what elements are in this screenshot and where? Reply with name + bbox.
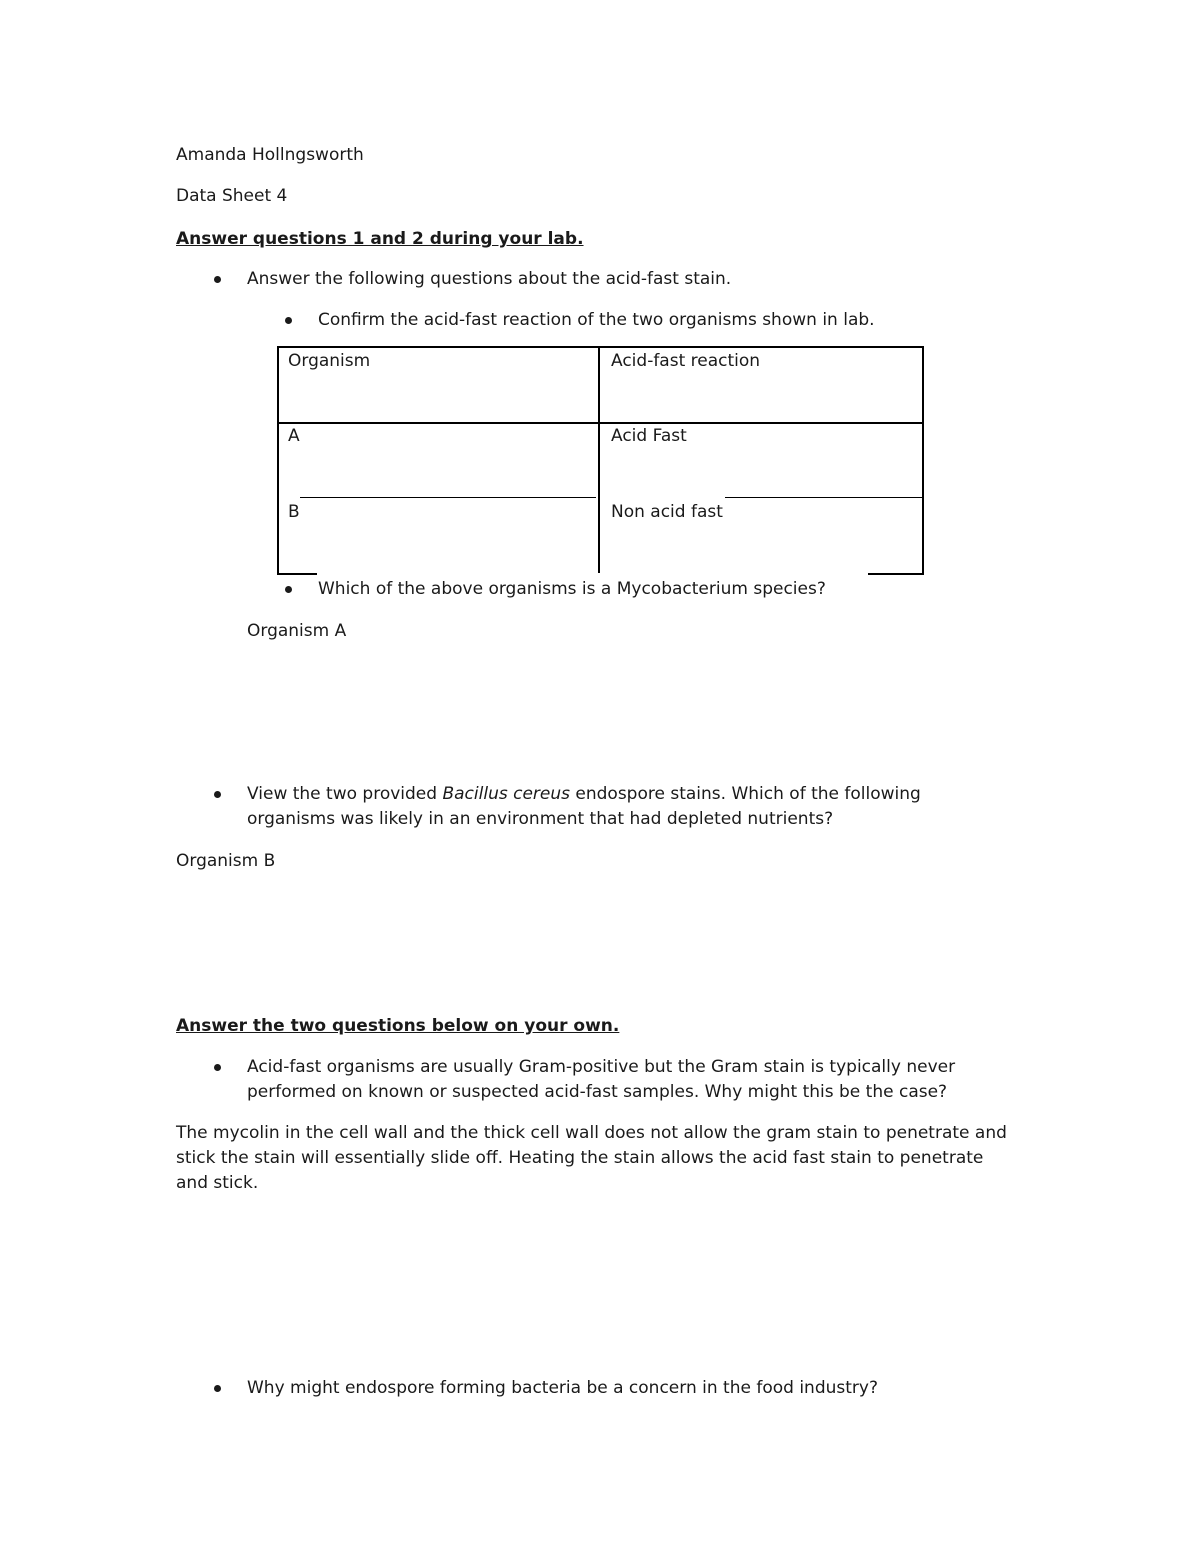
question-intro: Answer the following questions about the acid-fast stain. [247, 269, 732, 289]
table-row-divider [277, 422, 924, 424]
table-cell: Non acid fast [611, 502, 723, 522]
table-border-bottom [868, 573, 924, 575]
own-section-heading: Answer the two questions below on your own. [176, 1016, 620, 1036]
table-cell: A [288, 426, 300, 446]
table-border-right [922, 346, 924, 575]
lab-section-heading: Answer questions 1 and 2 during your lab. [176, 229, 584, 249]
organism-name-italic: Bacillus cereus [442, 784, 570, 804]
table-row-divider [300, 497, 596, 498]
sub-question-confirm: Confirm the acid-fast reaction of the two organisms shown in lab. [318, 310, 875, 330]
bullet-icon [285, 586, 292, 593]
bullet-icon [214, 1385, 221, 1392]
table-column-divider [598, 346, 600, 573]
question-gram-line1: Acid-fast organisms are usually Gram-positive but the Gram stain is typically never [247, 1057, 956, 1077]
table-cell: B [288, 502, 300, 522]
bullet-icon [285, 317, 292, 324]
question-endospore [247, 783, 921, 805]
question-endospore-line2: organisms was likely in an environment that had depleted nutrients? [247, 809, 834, 829]
bullet-icon [214, 791, 221, 798]
answer-gram-line3: and stick. [176, 1173, 259, 1193]
table-border-top [277, 346, 924, 348]
answer-gram-line2: stick the stain will essentially slide off. Heating the stain allows the acid fast stain to penetrate [176, 1148, 984, 1168]
question-endospore-text: endospore stains. Which of the following [570, 784, 921, 804]
question-gram-line2: performed on known or suspected acid-fast samples. Why might this be the case? [247, 1082, 948, 1102]
table-header-reaction: Acid-fast reaction [611, 351, 761, 371]
answer-gram-line1: The mycolin in the cell wall and the thick cell wall does not allow the gram stain to penetrate and [176, 1123, 1007, 1143]
sheet-title: Data Sheet 4 [176, 186, 288, 206]
student-name: Amanda Hollngsworth [176, 145, 364, 165]
bullet-icon [214, 276, 221, 283]
table-header-organism: Organism [288, 351, 371, 371]
sub-question-myco: Which of the above organisms is a Mycobacterium species? [318, 579, 826, 599]
table-cell: Acid Fast [611, 426, 687, 446]
question-food: Why might endospore forming bacteria be a concern in the food industry? [247, 1378, 878, 1398]
table-border-left [277, 346, 279, 575]
answer-endospore: Organism B [176, 851, 276, 871]
table-border-bottom [277, 573, 317, 575]
table-row-divider [725, 497, 923, 498]
answer-myco: Organism A [247, 621, 347, 641]
question-endospore-text: View the two provided [247, 784, 443, 804]
bullet-icon [214, 1064, 221, 1071]
